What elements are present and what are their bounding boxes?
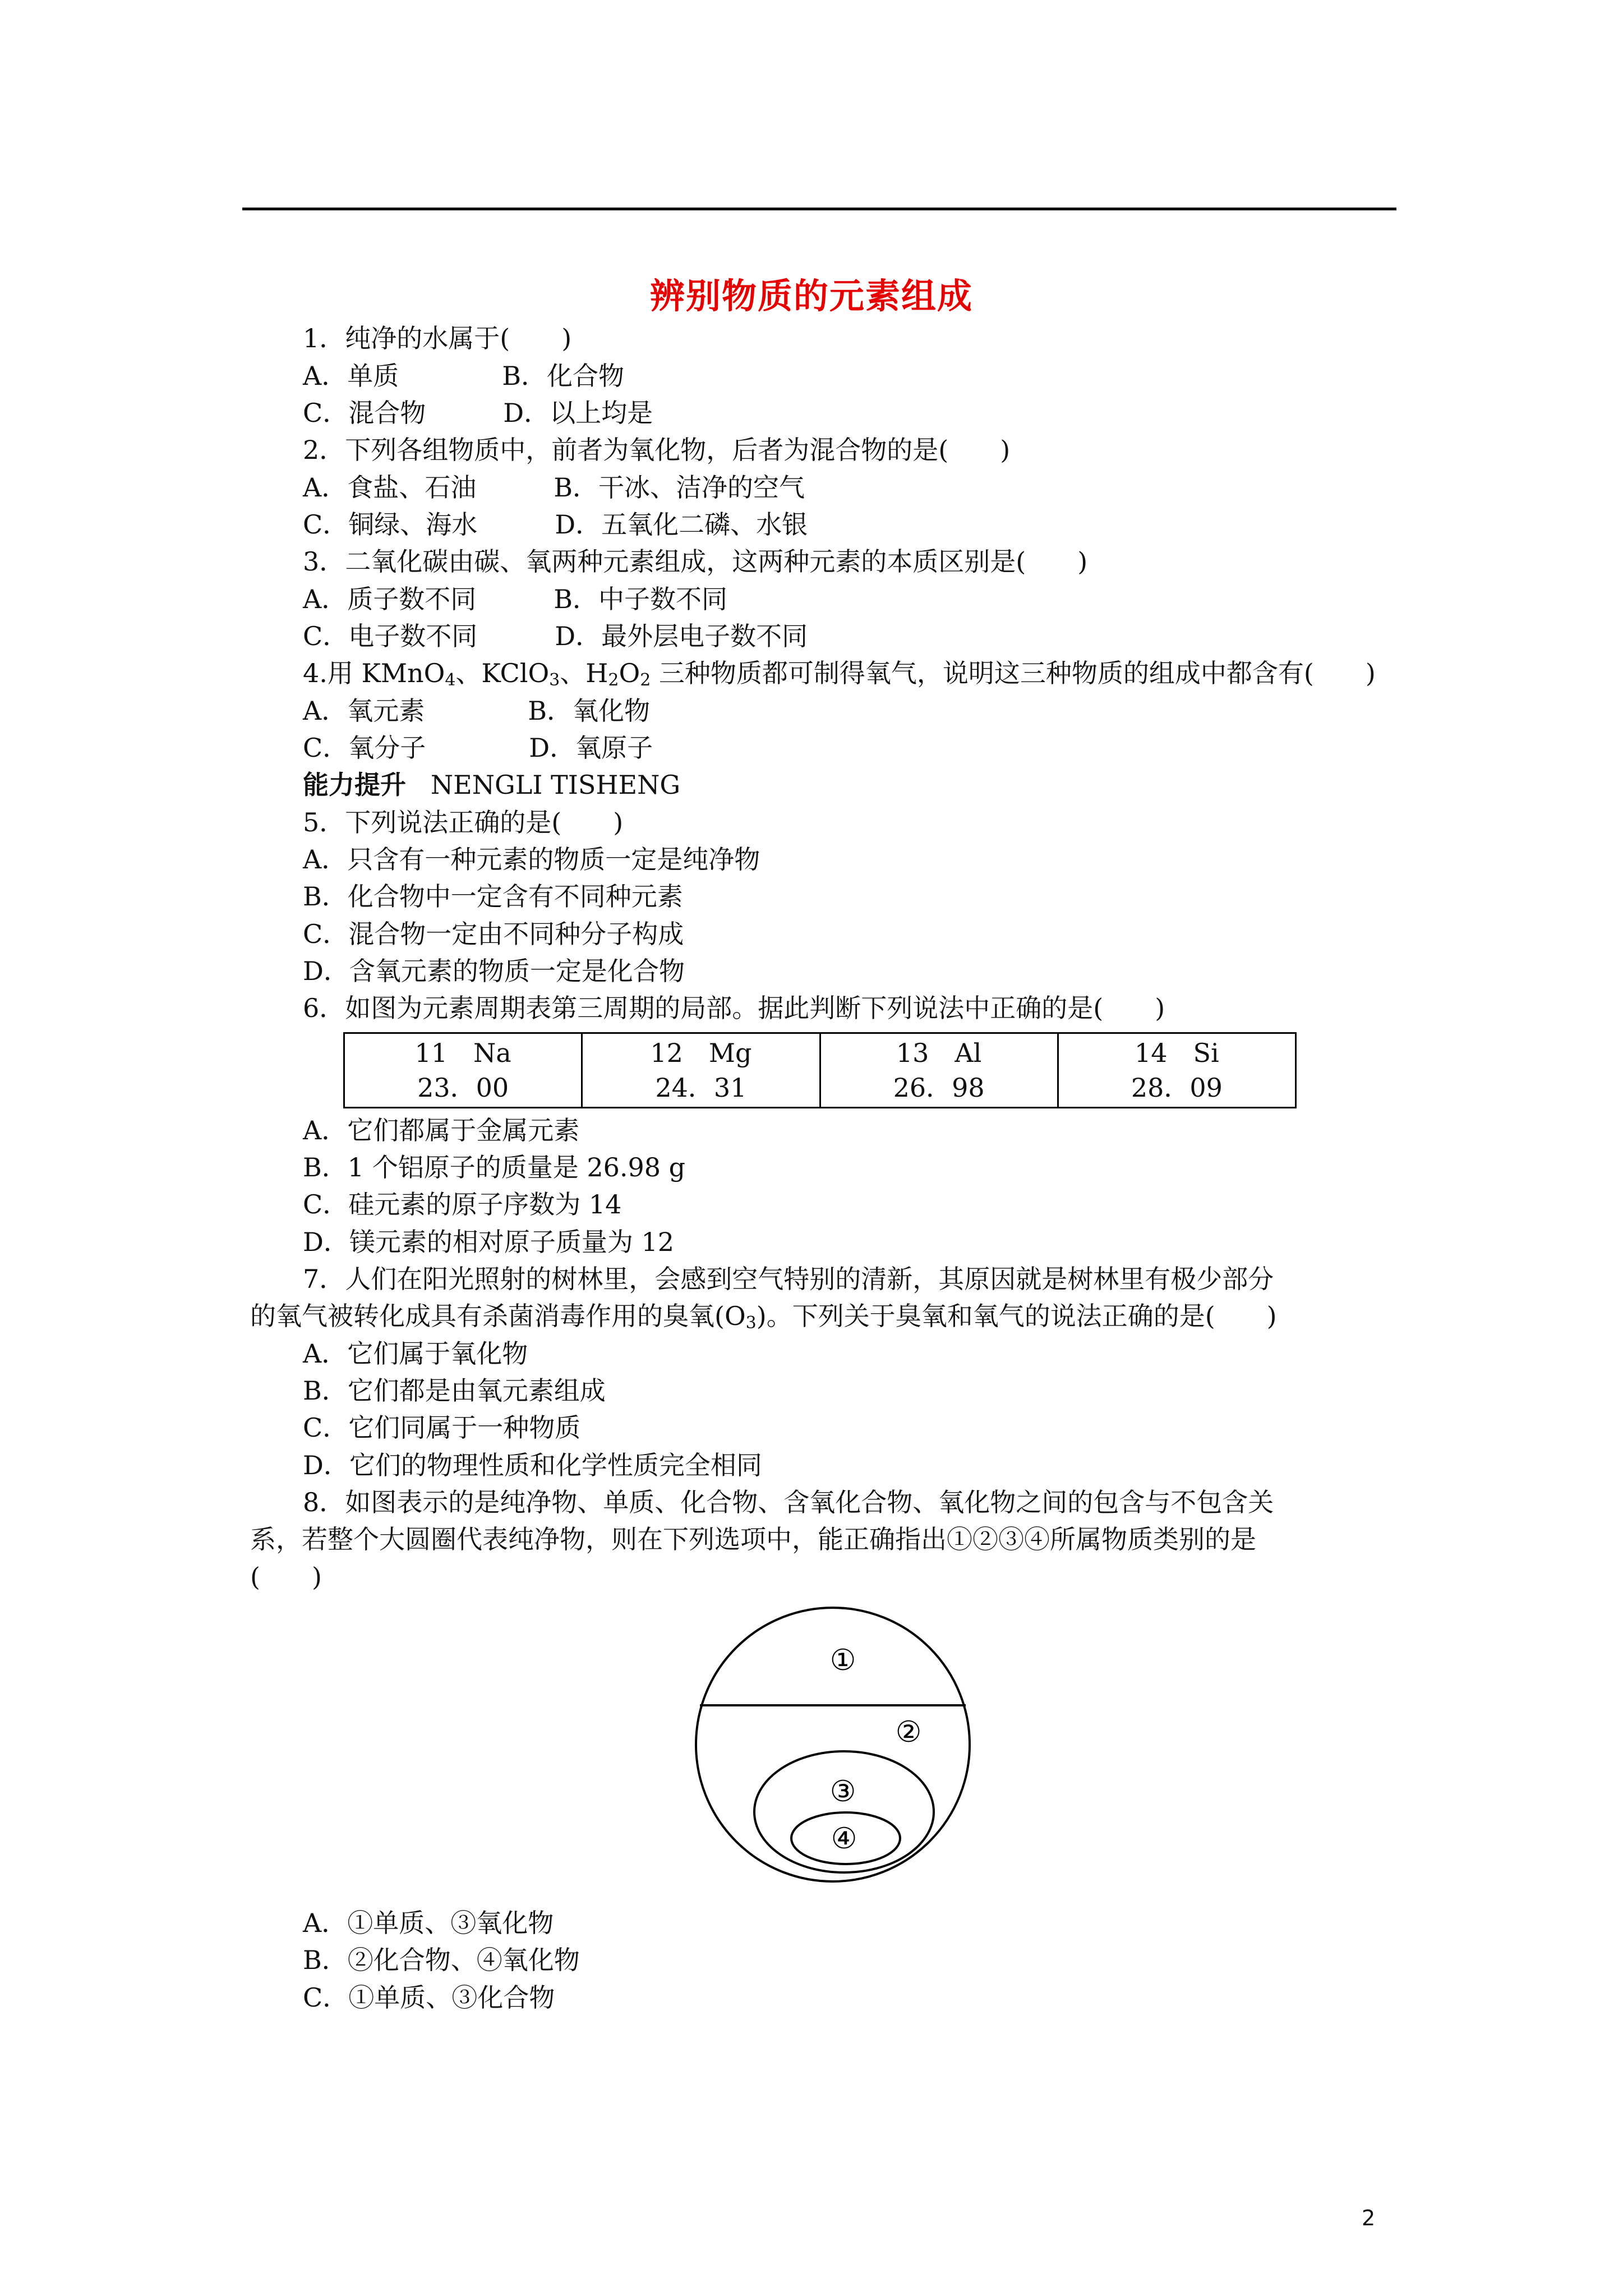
q8-stem-line2: 系，若整个大圆圈代表纯净物，则在下列选项中，能正确指出①②③④所属物质类别的是 bbox=[250, 1524, 1256, 1554]
q2-options-ab: A．食盐、石油 B．干冰、洁净的空气 bbox=[303, 472, 805, 503]
q8-stem-line1: 8．如图表示的是纯净物、单质、化合物、含氧化合物、氧化物之间的包含与不包含关 bbox=[303, 1487, 1274, 1517]
section-label: 能力提升 bbox=[303, 770, 406, 800]
q2-options-cd: C．铜绿、海水 D．五氧化二磷、水银 bbox=[303, 509, 808, 540]
label-2: ② bbox=[895, 1715, 922, 1749]
section-header bbox=[303, 768, 680, 802]
q6-option-c: C．硅元素的原子序数为 14 bbox=[303, 1189, 622, 1220]
q4-stem: 4.用 KMnO$_4$、KClO$_3$、$H_2O_2$ 三种物质都可制得氧气，说明这三种物质的组成中都含有( ) bbox=[303, 658, 1376, 690]
periodic-table-fragment bbox=[343, 1032, 1297, 1108]
q7-option-d: D．它们的物理性质和化学性质完全相同 bbox=[303, 1450, 762, 1480]
q5-option-c: C．混合物一定由不同种分子构成 bbox=[303, 919, 684, 949]
q7-option-c: C．它们同属于一种物质 bbox=[303, 1412, 581, 1443]
q7-stem-line1: 7．人们在阳光照射的树林里，会感到空气特别的清新，其原因就是树林里有极少部分 bbox=[303, 1264, 1274, 1294]
q7-stem-line2: 的氧气被转化成具有杀菌消毒作用的臭氧$(O_3)$。下列关于臭氧和氧气的说法正确的是( ) bbox=[250, 1301, 1277, 1333]
page-title: 辨别物质的元素组成 bbox=[649, 275, 973, 316]
classification-diagram bbox=[693, 1602, 973, 1888]
q1-options-ab: A．单质 B．化合物 bbox=[303, 361, 625, 391]
element-cell-al: 13 Al 26．98 bbox=[820, 1033, 1058, 1108]
q6-option-b: B．1 个铝原子的质量是 26.98 g bbox=[303, 1152, 686, 1182]
q7-option-b: B．它们都是由氧元素组成 bbox=[303, 1375, 606, 1406]
q5-option-b: B．化合物中一定含有不同种元素 bbox=[303, 881, 683, 912]
q5-stem: 5．下列说法正确的是( ) bbox=[303, 807, 624, 838]
element-cell-na: 11 Na 23．00 bbox=[344, 1033, 582, 1108]
q3-options-cd: C．电子数不同 D．最外层电子数不同 bbox=[303, 621, 808, 651]
page-number: 2 bbox=[1362, 2206, 1376, 2230]
q8-stem-line3: ( ) bbox=[250, 1562, 322, 1592]
q5-option-d: D．含氧元素的物质一定是化合物 bbox=[303, 956, 685, 986]
label-3: ③ bbox=[829, 1775, 856, 1809]
q7-option-a: A．它们属于氧化物 bbox=[303, 1338, 528, 1369]
q6-stem: 6．如图为元素周期表第三周期的局部。据此判断下列说法中正确的是( ) bbox=[303, 993, 1165, 1023]
q6-option-d: D．镁元素的相对原子质量为 12 bbox=[303, 1227, 675, 1257]
q8-option-a: A．①单质、③氧化物 bbox=[303, 1908, 554, 1938]
label-1: ① bbox=[829, 1644, 856, 1677]
label-4: ④ bbox=[831, 1822, 857, 1856]
q6-option-a: A．它们都属于金属元素 bbox=[303, 1115, 580, 1145]
header-rule bbox=[242, 208, 1396, 210]
q5-option-a: A．只含有一种元素的物质一定是纯净物 bbox=[303, 844, 760, 875]
q4-options-cd: C．氧分子 D．氧原子 bbox=[303, 733, 653, 763]
element-cell-si: 14 Si 28．09 bbox=[1058, 1033, 1295, 1108]
section-pinyin: NENGLI TISHENG bbox=[430, 770, 681, 800]
q8-option-c: C．①单质、③化合物 bbox=[303, 1982, 555, 2013]
q8-option-b: B．②化合物、④氧化物 bbox=[303, 1945, 580, 1975]
q1-options-cd: C．混合物 D．以上均是 bbox=[303, 398, 653, 428]
q4-options-ab: A．氧元素 B．氧化物 bbox=[303, 696, 651, 726]
q3-options-ab: A．质子数不同 B．中子数不同 bbox=[303, 584, 728, 614]
q1-stem: 1．纯净的水属于( ) bbox=[303, 323, 572, 353]
q2-stem: 2．下列各组物质中，前者为氧化物，后者为混合物的是( ) bbox=[303, 435, 1011, 465]
element-cell-mg: 12 Mg 24．31 bbox=[582, 1033, 820, 1108]
q3-stem: 3．二氧化碳由碳、氧两种元素组成，这两种元素的本质区别是( ) bbox=[303, 546, 1088, 577]
